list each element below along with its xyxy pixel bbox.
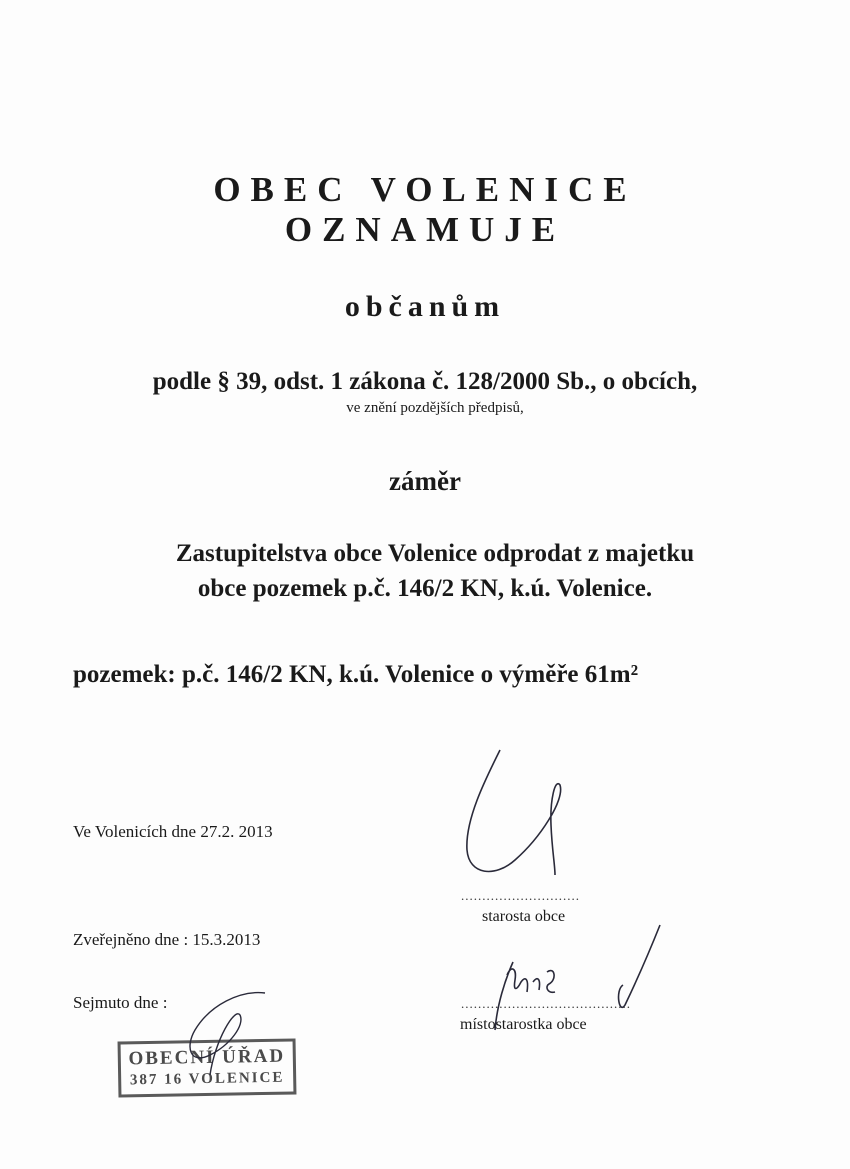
legal-basis-note: ve znění pozdějších předpisů, [346,400,524,416]
announces-heading: OZNAMUJE [284,210,566,249]
intent-text-line1: Zastupitelstva obce Volenice odprodat z majetku [175,540,695,567]
mayor-signature-line: ............................ [461,888,580,903]
citizens-heading: občanům [344,290,506,323]
mayor-signature [455,740,595,890]
removal-signature [170,985,280,1085]
parcel-description: pozemek: p.č. 146/2 KN, k.ú. Volenice o výměře 61m² [73,661,639,688]
published-date: Zveřejněno dne : 15.3.2013 [73,930,261,949]
municipality-title: OBEC VOLENICE [213,170,637,209]
removed-date: Sejmuto dne : [73,993,168,1012]
intent-text-line2: obce pozemek p.č. 146/2 KN, k.ú. Volenice. [197,575,653,602]
intent-heading: záměr [389,466,461,496]
vice-mayor-signature [485,920,675,1050]
mayor-label: starosta obce [482,908,566,925]
vice-mayor-signature-line: ........................................ [461,996,631,1011]
stamp-line2: 387 16 VOLENICE [129,1069,285,1089]
legal-basis: podle § 39, odst. 1 zákona č. 128/2000 Sb., o obcích, [152,368,698,395]
stamp-line1: OBECNÍ ÚŘAD [128,1045,286,1070]
place-date: Ve Volenicích dne 27.2. 2013 [73,822,273,841]
vice-mayor-label: místostarostka obce [460,1016,587,1033]
